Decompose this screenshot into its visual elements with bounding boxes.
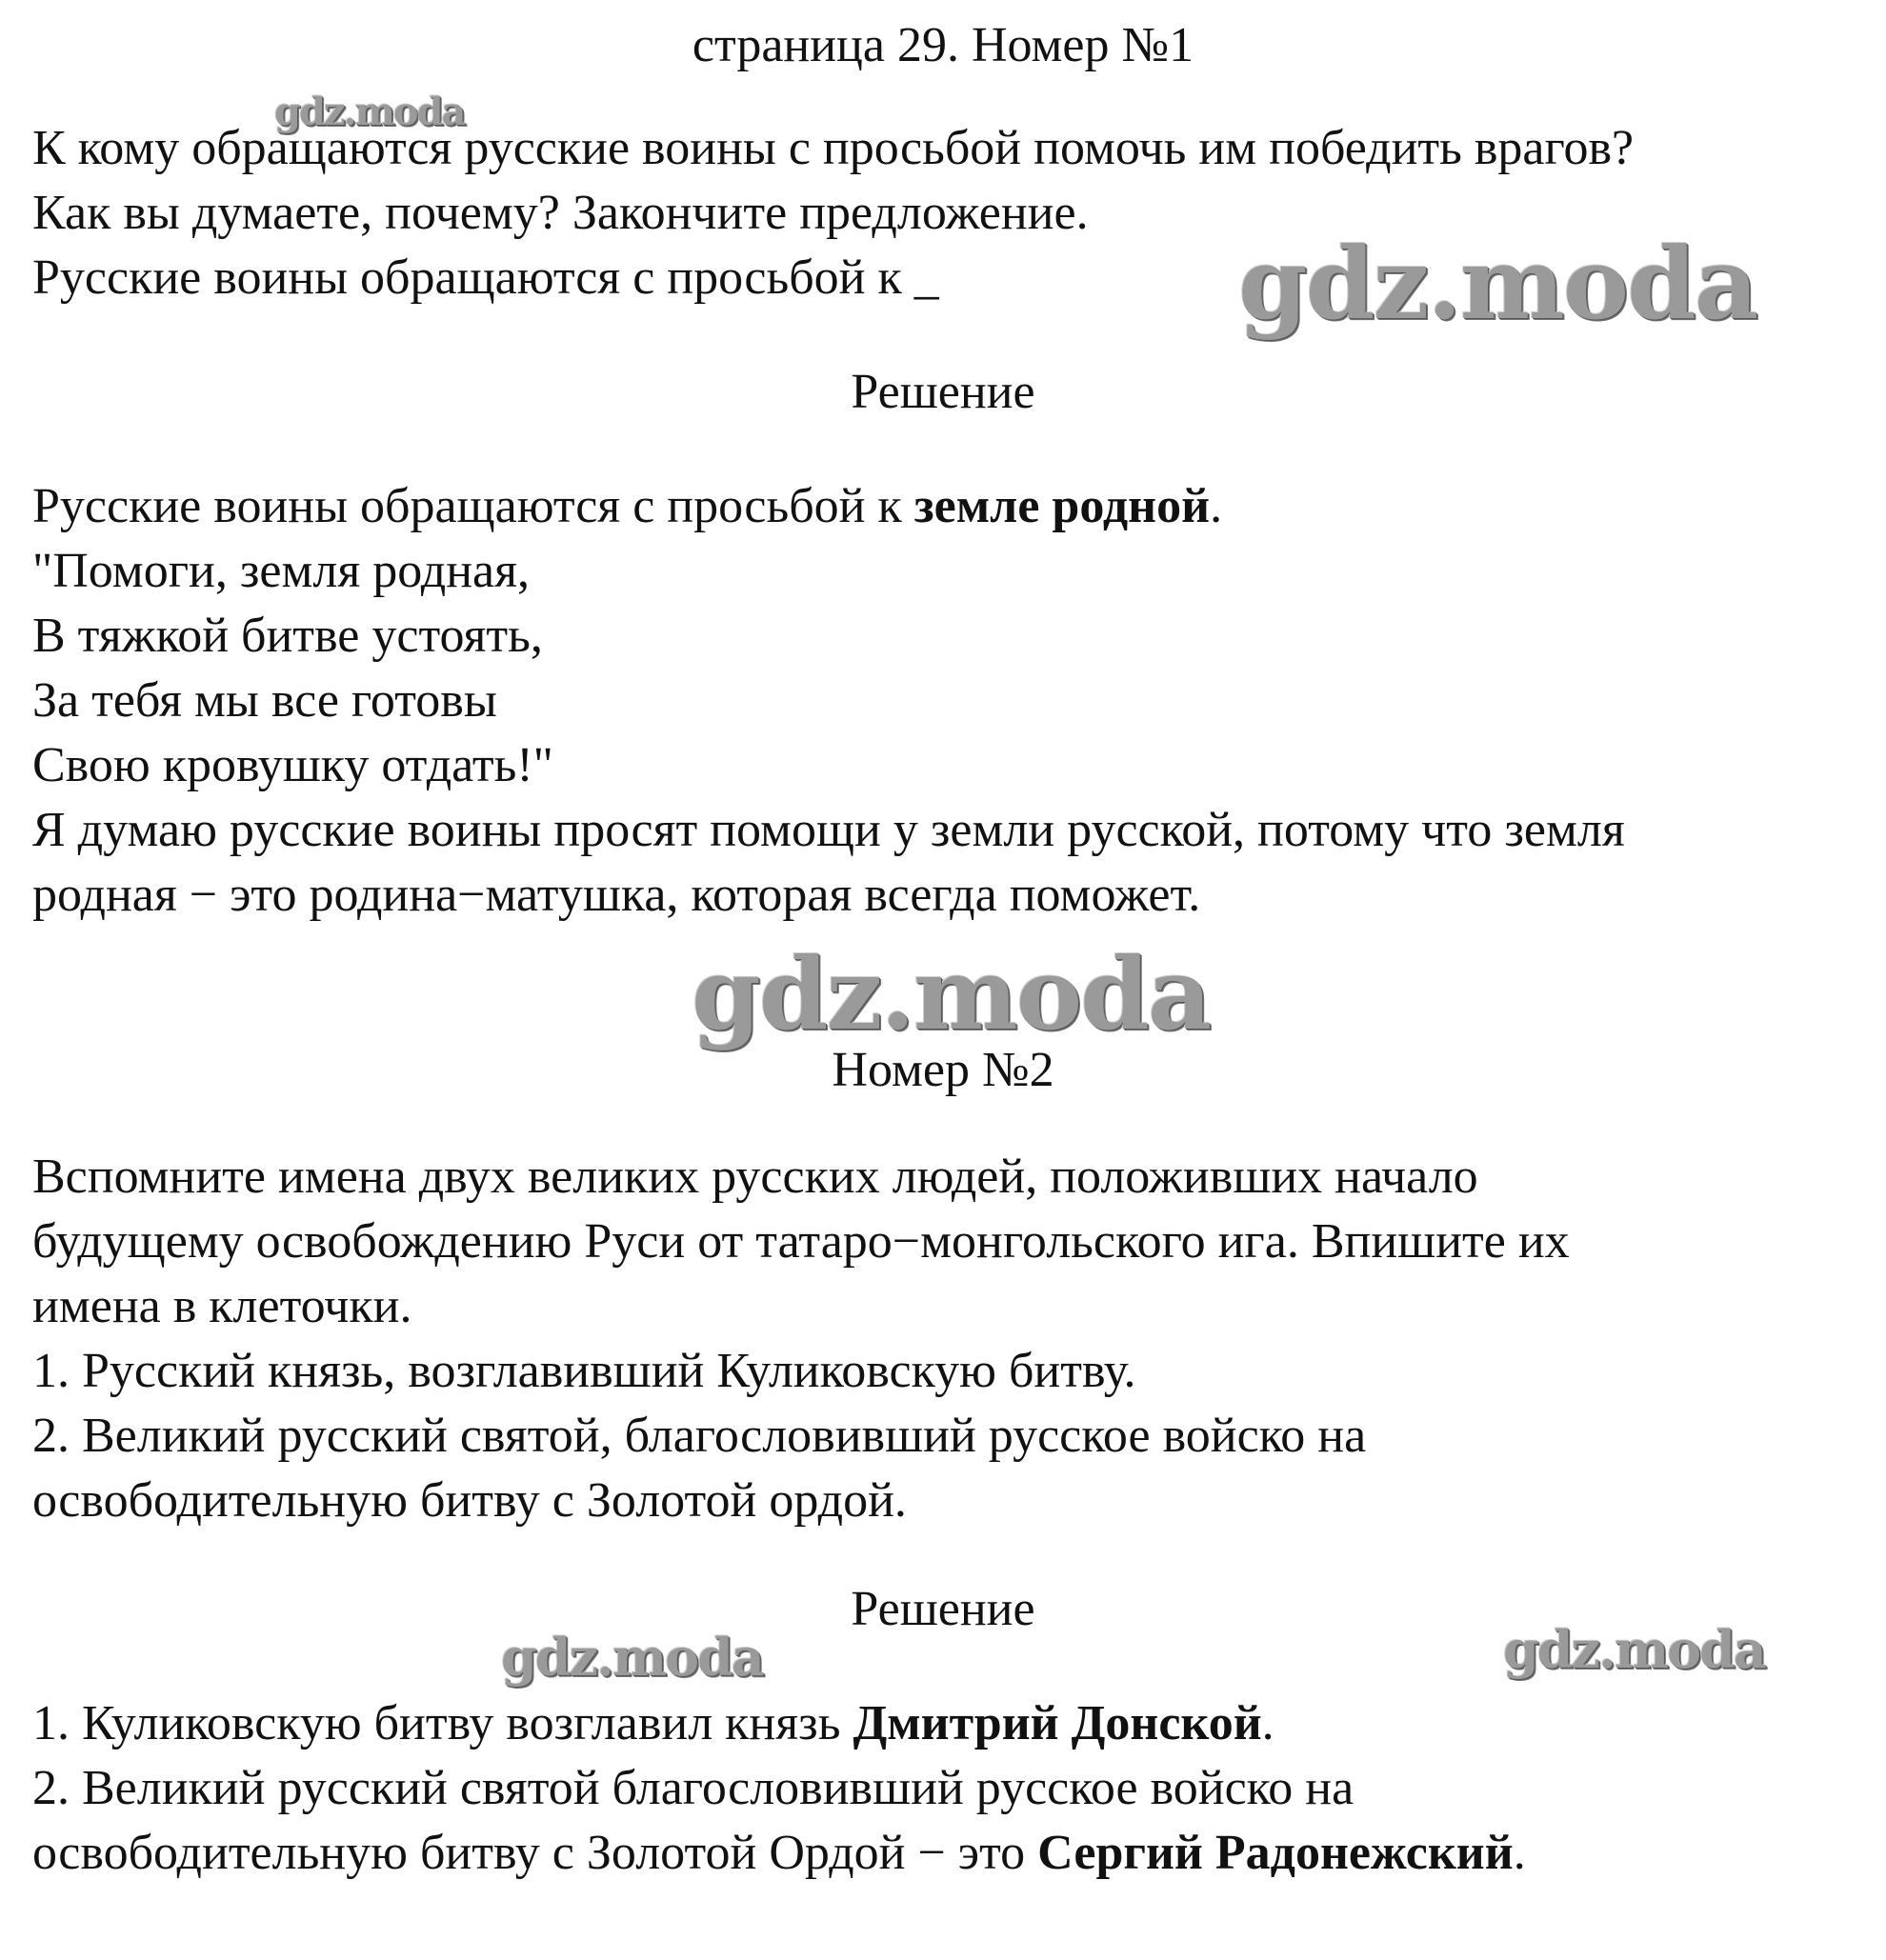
task1-answer-bold: земле родной (913, 479, 1211, 533)
watermark-logo-1: gdz.moda (274, 90, 465, 134)
watermark-logo-3: gdz.moda (692, 935, 1211, 1052)
task2-answer2-prefix: освободительную битву с Золотой Ордой − это (32, 1826, 1038, 1880)
task2-answer-2-line-2 (32, 1825, 1526, 1882)
watermark-logo-4: gdz.moda (501, 1627, 763, 1688)
task1-poem-line-4: Свою кровушку отдать!" (32, 738, 553, 792)
task1-solution-title: Решение (851, 365, 1035, 419)
task2-answer2-suffix: . (1513, 1826, 1526, 1880)
task1-answer (32, 478, 1222, 535)
task2-answer1-bold: Дмитрий Донской (853, 1696, 1262, 1750)
task2-answer1-prefix: 1. Куликовскую битву возглавил князь (32, 1696, 853, 1750)
task1-answer-prefix: Русские воины обращаются с просьбой к (32, 479, 914, 533)
page-heading: страница 29. Номер №1 (692, 18, 1194, 72)
task1-explanation-line-1: Я думаю русские воины просят помощи у земли русской, потому что земля (32, 803, 1625, 857)
task1-question-line-3: Русские воины обращаются с просьбой к _ (32, 250, 939, 305)
task1-poem-line-3: За тебя мы все готовы (32, 673, 497, 728)
task2-question-line-1: Вспомните имена двух великих русских людей, положивших начало (32, 1150, 1478, 1204)
task1-question-line-2: Как вы думаете, почему? Закончите предложение. (32, 186, 1089, 240)
task2-solution-title: Решение (851, 1582, 1035, 1636)
task2-question-line-4: 1. Русский князь, возглавивший Куликовскую битву. (32, 1344, 1136, 1398)
task1-question-line-1: К кому обращаются русские воины с просьбой помочь им победить врагов? (32, 121, 1635, 175)
task2-answer2-bold: Сергий Радонежский (1037, 1826, 1514, 1880)
task1-poem-line-2: В тяжкой битве устоять, (32, 609, 543, 663)
task2-question-line-5: 2. Великий русский святой, благословивший русское войско на (32, 1409, 1367, 1463)
task2-answer1-suffix: . (1261, 1696, 1274, 1750)
task1-explanation-line-2: родная − это родина−матушка, которая всегда поможет. (32, 868, 1201, 922)
task2-answer-2-line-1: 2. Великий русский святой благословивший русское войско на (32, 1761, 1354, 1815)
task2-question-line-3: имена в клеточки. (32, 1279, 412, 1333)
task2-title: Номер №2 (832, 1043, 1054, 1097)
watermark-logo-2: gdz.moda (1238, 225, 1757, 342)
task2-question-line-2: будущему освобождению Руси от татаро−монгольского ига. Впишите их (32, 1214, 1570, 1269)
task2-answer-1 (32, 1695, 1274, 1752)
task1-poem-line-1: "Помоги, земля родная, (32, 544, 531, 598)
task1-answer-suffix: . (1210, 479, 1223, 533)
task2-question-line-6: освободительную битву с Золотой ордой. (32, 1473, 907, 1528)
watermark-logo-5: gdz.moda (1503, 1619, 1765, 1680)
